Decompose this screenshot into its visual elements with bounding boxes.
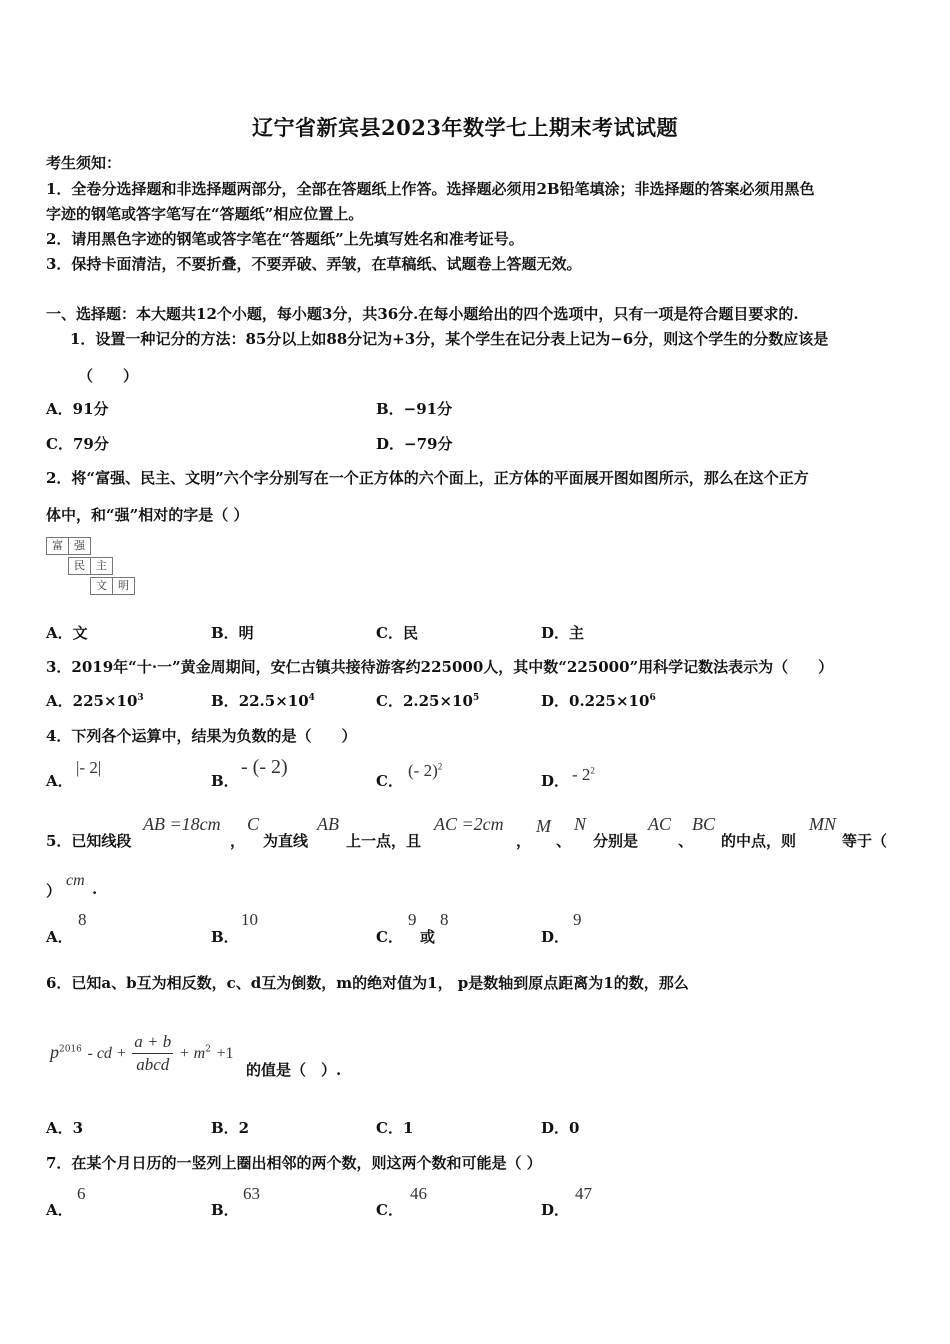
net-cell-ming: 明 — [112, 577, 135, 595]
q5-option-b-label: B． — [211, 928, 239, 946]
q5-option-c-label: C． — [376, 928, 403, 946]
q6-option-b: B．2 — [211, 1119, 250, 1137]
q6-stem: 6．已知a、b互为相反数，c、d互为倒数，m的绝对值为1， p是数轴到原点距离为1的数，那么 — [46, 974, 689, 992]
q6-option-d: D．0 — [541, 1119, 580, 1137]
q5-option-a-val: 8 — [78, 910, 87, 929]
notice-item-1a: 1．全卷分选择题和非选择题两部分，全部在答题纸上作答。选择题必须用2B铅笔填涂；非选择题的答案必须用黑色 — [46, 180, 815, 198]
q4-option-d-expr: - $2^2$ — [572, 765, 595, 784]
q7-option-c-label: C． — [376, 1201, 403, 1219]
q6-fraction: $\frac{a + b}{\text{abcd}}$ — [134, 1032, 172, 1074]
net-cell-zhu: 主 — [90, 557, 113, 575]
q3-option-c: C．$2.25\times 10^5$ — [376, 692, 480, 710]
section-heading: 一、选择题：本大题共12个小题，每小题3分，共36分.在每小题给出的四个选项中，只有一项是符合题目要求的. — [46, 305, 799, 323]
q7-option-d-val: 47 — [575, 1184, 592, 1203]
q1-option-c: C．79分 — [46, 435, 109, 453]
q6-option-c: C．1 — [376, 1119, 414, 1137]
q5-math-c: C — [247, 814, 260, 834]
q2-option-c: C．民 — [376, 624, 418, 642]
q3-stem: 3．2019年“十·一”黄金周期间，安仁古镇共接待游客约225000人，其中数“225000”用科学记数法表示为（ ） — [46, 658, 834, 676]
q5-option-b-val: 10 — [241, 910, 258, 929]
q5-option-a-label: A． — [46, 928, 73, 946]
q2-stem-line1: 2．将“富强、民主、文明”六个字分别写在一个正方体的六个面上，正方体的平面展开图如图所示，那么在这个正方 — [46, 469, 809, 487]
q5-math-n: N — [574, 814, 587, 834]
q2-option-a: A．文 — [46, 624, 88, 642]
q1-blank: （ ） — [78, 367, 139, 385]
q2-option-d: D．主 — [541, 624, 585, 642]
q1-option-b: B．−91分 — [376, 400, 453, 418]
q1-option-a: A．91分 — [46, 400, 109, 418]
q4-option-c-label: C． — [376, 772, 403, 790]
q7-option-a-val: 6 — [77, 1184, 86, 1203]
notice-heading: 考生须知： — [46, 154, 122, 172]
q2-stem-line2: 体中，和“强”相对的字是（ ） — [46, 506, 249, 524]
q3-option-d: D．$0.225\times 10^6$ — [541, 692, 656, 710]
q5-math-cm: cm — [66, 872, 85, 889]
notice-item-2: 2．请用黑色字迹的钢笔或答字笔在“答题纸”上先填写姓名和准考证号。 — [46, 230, 524, 248]
q3-option-a: A．$225\times 10^3$ — [46, 692, 144, 710]
page-title: 辽宁省新宾县2023年数学七上期末考试试题 — [252, 115, 678, 140]
q6-expression: $p^{2016}$ - cd + $\frac{a + b}{\text{abcd}}$ + $m^2 +1$ — [50, 1032, 234, 1074]
notice-item-3: 3．保持卡面清洁，不要折叠，不要弄破、弄皱，在草稿纸、试题卷上答题无效。 — [46, 255, 582, 273]
q7-option-a-label: A． — [46, 1201, 73, 1219]
q7-option-c-val: 46 — [410, 1184, 427, 1203]
q1-stem: 1．设置一种记分的方法：85分以上如88分记为+3分，某个学生在记分表上记为−6分，则这个学生的分数应该是 — [70, 330, 829, 348]
q4-option-c-expr: (- 2)$^2$ — [408, 761, 443, 780]
q5-math-ac2: AC =2cm — [434, 814, 504, 834]
net-cell-qiang: 强 — [68, 537, 91, 555]
q5-math-ab: AB — [317, 814, 339, 834]
q5-text-11: ） — [46, 882, 62, 900]
q6-option-a: A．3 — [46, 1119, 84, 1137]
q7-stem: 7．在某个月日历的一竖列上圈出相邻的两个数，则这两个数和可能是（ ） — [46, 1154, 542, 1172]
q2-option-b: B．明 — [211, 624, 254, 642]
q5-math-ac: AC — [648, 814, 672, 834]
q5-math-mn: MN — [809, 814, 836, 834]
notice-item-1b: 字迹的钢笔或答字笔写在“答题纸”相应位置上。 — [46, 205, 364, 223]
q4-option-a-label: A． — [46, 772, 73, 790]
q5-text-9: 的中点，则 — [721, 832, 797, 850]
q5-text-5: ， — [516, 832, 532, 850]
q5-text-12: . — [92, 880, 98, 898]
q5-option-d-val: 9 — [573, 910, 582, 929]
q5-text-1: 5．已知线段 — [46, 832, 132, 850]
q4-option-b-label: B． — [211, 772, 239, 790]
q5-option-c-val2: 8 — [440, 910, 449, 929]
q1-option-d: D．−79分 — [376, 435, 453, 453]
q5-text-3: 为直线 — [263, 832, 309, 850]
q5-math-ab18: AB =18cm — [143, 814, 221, 834]
q4-option-a-expr: |- 2| — [76, 758, 102, 777]
net-cell-min: 民 — [68, 557, 91, 575]
q7-option-d-label: D． — [541, 1201, 570, 1219]
q4-stem: 4．下列各个运算中，结果为负数的是（ ） — [46, 727, 357, 745]
q7-option-b-val: 63 — [243, 1184, 260, 1203]
q6-tail: 的值是（ ）. — [246, 1061, 342, 1079]
q5-math-m: M — [536, 816, 551, 836]
q5-option-c-or: 或 — [420, 928, 436, 946]
q7-option-b-label: B． — [211, 1201, 239, 1219]
q5-math-bc: BC — [692, 814, 716, 834]
q3-option-b: B．$22.5\times 10^4$ — [211, 692, 315, 710]
q4-option-b-expr: - (- 2) — [241, 756, 288, 778]
net-cell-fu: 富 — [46, 537, 69, 555]
q5-text-7: 分别是 — [593, 832, 639, 850]
q5-text-10: 等于（ — [842, 832, 888, 850]
q5-option-d-label: D． — [541, 928, 570, 946]
q5-option-c-val1: 9 — [408, 910, 417, 929]
q5-text-4: 上一点，且 — [346, 832, 422, 850]
q5-text-8: 、 — [678, 832, 694, 850]
q5-text-2: ， — [230, 832, 246, 850]
q4-option-d-label: D． — [541, 772, 570, 790]
q5-text-6: 、 — [556, 832, 572, 850]
net-cell-wen: 文 — [90, 577, 113, 595]
